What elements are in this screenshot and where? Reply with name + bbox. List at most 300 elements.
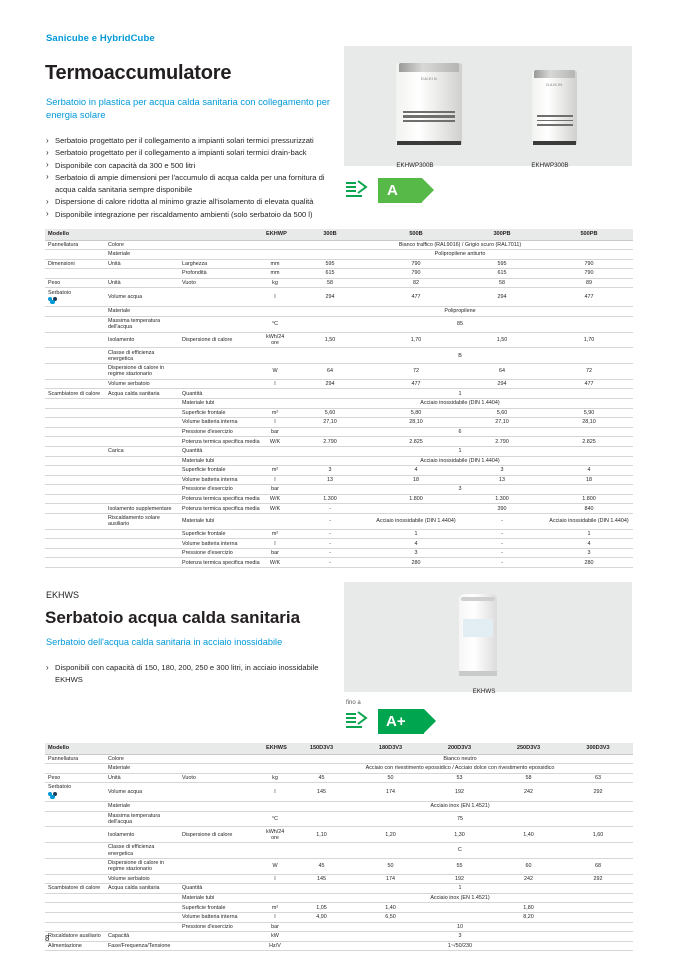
table-row <box>45 364 633 380</box>
table-cell-value: 50 <box>356 773 425 783</box>
table-cell-label: Vuoto <box>179 773 263 783</box>
table-row <box>45 427 633 437</box>
table-cell-label: Materiale <box>105 307 179 317</box>
table-cell-label: Potenza termica specifica media <box>179 504 263 514</box>
table-cell-value: 13 <box>459 475 545 485</box>
table-cell-value: 72 <box>545 364 633 380</box>
table-cell-value: 4,90 <box>287 913 356 923</box>
table-cell-label <box>179 811 263 827</box>
list-item: › Disponibile con capacità da 300 e 500 litri <box>46 160 346 172</box>
table-cell-value <box>373 504 459 514</box>
table-cell-label <box>45 427 105 437</box>
product-photo-ekhws <box>459 594 497 676</box>
table-cell-span: Polipropilene antiurto <box>287 250 633 260</box>
table-cell-value: 2.825 <box>373 437 459 447</box>
table-cell-span: 75 <box>287 811 633 827</box>
table-cell-label <box>45 485 105 495</box>
table-cell-value: 4 <box>545 539 633 549</box>
serbatoio-marker-icon <box>48 791 62 798</box>
table-cell-value: 2.825 <box>545 437 633 447</box>
table-cell-value: 840 <box>545 504 633 514</box>
table-cell-label: mm <box>263 269 287 279</box>
table-cell-value: - <box>287 513 373 529</box>
table-cell-label <box>105 494 179 504</box>
table-cell-value: 1,50 <box>287 332 373 348</box>
table-header-cell: 500PB <box>545 229 633 240</box>
energy-label-2 <box>344 709 464 735</box>
table-cell-value: 595 <box>459 259 545 269</box>
table-cell-value: - <box>459 558 545 568</box>
table-cell-value: 790 <box>373 259 459 269</box>
table-cell-value: 82 <box>373 278 459 288</box>
table-cell-label <box>105 903 179 913</box>
table-row <box>45 250 633 260</box>
table-cell-value: 1,70 <box>373 332 459 348</box>
table-row <box>45 932 633 942</box>
table-cell-label: Classe di efficienza energetica <box>105 843 179 859</box>
table-cell-value: 292 <box>563 874 633 884</box>
table-row <box>45 802 633 812</box>
table-cell-label <box>105 529 179 539</box>
table-cell-value <box>425 903 494 913</box>
list-item: › Disponibili con capacità di 150, 180, 200, 250 e 300 litri, in acciaio inossidabile EKHWS <box>46 662 336 686</box>
table-cell-label <box>105 269 179 279</box>
table-cell-label <box>263 513 287 529</box>
table-header-cell: Modello <box>45 743 105 754</box>
table-row <box>45 843 633 859</box>
table-row <box>45 903 633 913</box>
table-row <box>45 399 633 409</box>
table-cell-label: Volume acqua <box>105 783 179 802</box>
table-cell-span: 6 <box>287 427 633 437</box>
table-cell-label: W <box>263 364 287 380</box>
table-cell-label <box>45 843 105 859</box>
table-cell-value: 58 <box>287 278 373 288</box>
table-header-cell: 300D3V3 <box>563 743 633 754</box>
table-cell-label: Alimentazione <box>45 941 105 951</box>
table-cell-label: Peso <box>45 278 105 288</box>
table-cell-label: Superficie frontale <box>179 903 263 913</box>
table-cell-value: 13 <box>287 475 373 485</box>
energy-class-badge: A+ <box>378 709 424 734</box>
serbatoio-marker-icon <box>48 296 62 303</box>
spec-table-1 <box>45 229 633 568</box>
table-cell-value: 790 <box>373 269 459 279</box>
table-cell-label <box>45 903 105 913</box>
list-item: › Dispersione di calore ridotta al minimo grazie all'isolamento di elevata qualità <box>46 196 346 208</box>
table-cell-label: m² <box>263 466 287 476</box>
page-number: 8 <box>45 934 50 943</box>
table-cell-value <box>563 903 633 913</box>
table-cell-label: W/K <box>263 558 287 568</box>
table-cell-value: 18 <box>373 475 459 485</box>
table-cell-label: Serbatoio <box>45 783 105 802</box>
table-cell-label: Profondità <box>179 269 263 279</box>
table-cell-value: 3 <box>545 548 633 558</box>
table-cell-label <box>179 316 263 332</box>
table-cell-label <box>45 827 105 843</box>
table-cell-value: 790 <box>545 269 633 279</box>
table-row <box>45 504 633 514</box>
table-row <box>45 764 633 774</box>
table-cell-label: Dispersione di calore in regime stazionario <box>105 364 179 380</box>
product-image-panel-1 <box>344 46 632 166</box>
table-cell-label <box>179 288 263 307</box>
table-cell-span: 1 <box>287 389 633 399</box>
table-cell-value: 55 <box>425 858 494 874</box>
table-cell-label: l <box>263 475 287 485</box>
table-header-cell <box>105 229 179 240</box>
table-cell-label <box>179 783 263 802</box>
table-cell-value: 1.300 <box>459 494 545 504</box>
table-cell-value: - <box>459 539 545 549</box>
table-cell-label <box>105 437 179 447</box>
table-cell-value: 4 <box>545 466 633 476</box>
table-row <box>45 475 633 485</box>
table-cell-label <box>45 858 105 874</box>
table-cell-label <box>45 475 105 485</box>
table-cell-label: Unità <box>105 259 179 269</box>
table-cell-label: Isolamento <box>105 827 179 843</box>
table-cell-label: Acqua calda sanitaria <box>105 389 179 399</box>
table-cell-label <box>263 893 287 903</box>
table-cell-label: Massima temperatura dell'acqua <box>105 316 179 332</box>
table-cell-value: 615 <box>459 269 545 279</box>
table-cell-value: - <box>459 513 545 529</box>
table-cell-label: Quantità <box>179 446 263 456</box>
table-cell-label <box>45 332 105 348</box>
table-cell-label <box>45 250 105 260</box>
table-cell-label <box>263 843 287 859</box>
table-cell-label: Dispersione di calore in regime stazionario <box>105 858 179 874</box>
section2-subtitle: Serbatoio dell'acqua calda sanitaria in acciaio inossidabile <box>46 637 283 647</box>
table-cell-label: Unità <box>105 773 179 783</box>
table-cell-label <box>179 858 263 874</box>
table-cell-label: Materiale tubi <box>179 456 263 466</box>
table-cell-value: 8,20 <box>494 913 563 923</box>
table-cell-label <box>45 811 105 827</box>
table-cell-label: Isolamento supplementare <box>105 504 179 514</box>
table-cell-label <box>179 843 263 859</box>
energy-class-badge: A <box>378 178 422 203</box>
table-cell-label <box>105 456 179 466</box>
table-row <box>45 456 633 466</box>
table-cell-label: Superficie frontale <box>179 466 263 476</box>
product-photo-ekhwp300b-left: DAIKIN <box>396 63 462 145</box>
table-cell-value: - <box>287 504 373 514</box>
table-cell-value: 1,30 <box>425 827 494 843</box>
table-cell-label: Dispersione di calore <box>179 827 263 843</box>
table-cell-value: 64 <box>459 364 545 380</box>
table-cell-label <box>179 379 263 389</box>
table-cell-label: W/K <box>263 494 287 504</box>
table-cell-label <box>263 764 287 774</box>
table-cell-value: Acciaio inossidabile (DIN 1.4404) <box>545 513 633 529</box>
table-cell-value: 5,60 <box>287 408 373 418</box>
product-image-panel-2 <box>344 582 632 692</box>
table-cell-label: Acqua calda sanitaria <box>105 884 179 894</box>
table-cell-label <box>263 389 287 399</box>
table-cell-label: Carica <box>105 446 179 456</box>
table-cell-value: 2.790 <box>287 437 373 447</box>
table-cell-label <box>179 802 263 812</box>
section1-title: Termoaccumulatore <box>45 62 232 84</box>
table-cell-value: 615 <box>287 269 373 279</box>
table-cell-value: - <box>287 558 373 568</box>
table-cell-label <box>105 485 179 495</box>
table-cell-label: Peso <box>45 773 105 783</box>
table-cell-label: kg <box>263 278 287 288</box>
table-header-cell <box>105 743 179 754</box>
table-cell-label <box>263 240 287 250</box>
table-cell-label <box>263 348 287 364</box>
table-cell-value: 1,40 <box>494 827 563 843</box>
table-cell-value: 280 <box>545 558 633 568</box>
table-cell-value: 89 <box>545 278 633 288</box>
eu-energy-icon <box>344 179 372 201</box>
table-cell-value: 294 <box>287 288 373 307</box>
table-cell-value: 192 <box>425 783 494 802</box>
table-cell-value: 790 <box>545 259 633 269</box>
table-cell-value: 4 <box>373 466 459 476</box>
table-cell-value: 45 <box>287 858 356 874</box>
table-row <box>45 332 633 348</box>
table-cell-label: l <box>263 783 287 802</box>
table-cell-value: 477 <box>373 379 459 389</box>
table-cell-value: 3 <box>287 466 373 476</box>
table-cell-value: 1,20 <box>356 827 425 843</box>
table-row <box>45 513 633 529</box>
table-cell-value: 477 <box>545 288 633 307</box>
table-cell-label: Fase/Frequenza/Tensione <box>105 941 179 951</box>
table-cell-value: 1.800 <box>373 494 459 504</box>
table-cell-value: 1,05 <box>287 903 356 913</box>
table-row <box>45 773 633 783</box>
table-cell-label <box>45 316 105 332</box>
table-cell-label <box>45 437 105 447</box>
table-cell-label: Pressione d'esercizio <box>179 548 263 558</box>
table-cell-value: 2.790 <box>459 437 545 447</box>
section1-eyebrow: Sanicube e HybridCube <box>46 33 155 44</box>
section1-subtitle: Serbatoio in plastica per acqua calda sanitaria con collegamento per energia solare <box>46 96 331 120</box>
table-cell-value: 174 <box>356 874 425 884</box>
product-caption-right: EKHWP300B <box>531 162 569 169</box>
table-cell-label <box>105 418 179 428</box>
table-cell-label <box>105 913 179 923</box>
table-row <box>45 288 633 307</box>
table-row <box>45 316 633 332</box>
table-cell-label: Capacità <box>105 932 179 942</box>
table-cell-label <box>179 874 263 884</box>
table-cell-label <box>45 307 105 317</box>
table-cell-label <box>45 913 105 923</box>
table-cell-label: Potenza termica specifica media <box>179 558 263 568</box>
table-cell-label: Quantità <box>179 389 263 399</box>
table-cell-label: Superficie frontale <box>179 408 263 418</box>
table-cell-value: 1,80 <box>494 903 563 913</box>
table-cell-value: 5,80 <box>373 408 459 418</box>
table-row <box>45 348 633 364</box>
table-cell-label <box>105 427 179 437</box>
table-cell-label <box>45 513 105 529</box>
table-cell-label <box>45 548 105 558</box>
table-cell-span: 3 <box>287 485 633 495</box>
section2-eyebrow: EKHWS <box>46 590 80 600</box>
table-cell-label: Scambiatore di calore <box>45 884 105 894</box>
table-cell-label <box>179 240 263 250</box>
table-cell-label <box>45 539 105 549</box>
table-row <box>45 446 633 456</box>
table-cell-value: 50 <box>356 858 425 874</box>
table-cell-value: 28,10 <box>373 418 459 428</box>
table-cell-label <box>45 269 105 279</box>
table-cell-label <box>179 932 263 942</box>
table-cell-label: Volume batteria interna <box>179 539 263 549</box>
table-cell-value <box>563 913 633 923</box>
table-cell-value: 68 <box>563 858 633 874</box>
table-cell-label: m² <box>263 529 287 539</box>
table-cell-label: Materiale <box>105 802 179 812</box>
table-cell-value: 1 <box>545 529 633 539</box>
table-cell-label: Volume batteria interna <box>179 913 263 923</box>
table-cell-label: Volume batteria interna <box>179 418 263 428</box>
table-cell-label <box>45 466 105 476</box>
table-cell-value: 242 <box>494 874 563 884</box>
table-cell-value: 1,10 <box>287 827 356 843</box>
table-cell-value: 292 <box>563 783 633 802</box>
table-cell-span: 10 <box>287 922 633 932</box>
energy-label-prefix: fino a <box>346 700 361 706</box>
table-cell-label <box>105 922 179 932</box>
table-cell-label: °C <box>263 811 287 827</box>
table-cell-value: 1,50 <box>459 332 545 348</box>
table-header-cell: EKHWP <box>263 229 287 240</box>
table-cell-label: l <box>263 539 287 549</box>
table-header-cell <box>179 743 263 754</box>
table-cell-label <box>105 408 179 418</box>
section2-title: Serbatoio acqua calda sanitaria <box>45 608 301 627</box>
table-cell-span: 1~/50/230 <box>287 941 633 951</box>
table-cell-label <box>45 364 105 380</box>
table-cell-value: 1,40 <box>356 903 425 913</box>
table-cell-value: - <box>287 529 373 539</box>
list-item: › Disponibile integrazione per riscaldamento ambienti (solo serbatoio da 500 l) <box>46 209 346 221</box>
table-cell-span: Acciaio inossidabile (DIN 1.4404) <box>287 399 633 409</box>
table-cell-value: 45 <box>287 773 356 783</box>
table-cell-value: 28,10 <box>545 418 633 428</box>
table-cell-label <box>179 764 263 774</box>
table-header-row <box>45 229 633 240</box>
table-cell-label: bar <box>263 922 287 932</box>
table-cell-label <box>105 399 179 409</box>
table-cell-value: 477 <box>373 288 459 307</box>
table-cell-label <box>45 802 105 812</box>
table-row <box>45 913 633 923</box>
table-row <box>45 922 633 932</box>
table-cell-span: 85 <box>287 316 633 332</box>
table-cell-label <box>263 802 287 812</box>
table-cell-span: Bianco neutro <box>287 754 633 764</box>
table-cell-value: - <box>287 548 373 558</box>
table-cell-label <box>45 494 105 504</box>
table-cell-label <box>45 418 105 428</box>
table-cell-label: kW <box>263 932 287 942</box>
table-header-cell: EKHWS <box>263 743 287 754</box>
table-cell-label: Volume batteria interna <box>179 475 263 485</box>
table-row <box>45 858 633 874</box>
table-cell-label: Classe di efficienza energetica <box>105 348 179 364</box>
table-cell-label: Vuoto <box>179 278 263 288</box>
table-cell-label <box>263 399 287 409</box>
table-cell-label: °C <box>263 316 287 332</box>
table-cell-value: 64 <box>287 364 373 380</box>
table-cell-label: Pressione d'esercizio <box>179 427 263 437</box>
table-cell-value: 192 <box>425 874 494 884</box>
table-header-cell: 500B <box>373 229 459 240</box>
table-cell-label <box>45 558 105 568</box>
table-header-cell: 300B <box>287 229 373 240</box>
table-cell-label: Volume serbatoio <box>105 874 179 884</box>
table-cell-span: 3 <box>287 932 633 942</box>
table-cell-value: 53 <box>425 773 494 783</box>
table-cell-label: W/K <box>263 437 287 447</box>
list-item: › Serbatoio di ampie dimensioni per l'accumulo di acqua calda per una fornitura di acqua calda sanitaria sempre disponibile <box>46 172 346 197</box>
table-header-cell: 300PB <box>459 229 545 240</box>
table-cell-label: m² <box>263 408 287 418</box>
table-cell-value: 477 <box>545 379 633 389</box>
table-cell-label: Potenza termica specifica media <box>179 437 263 447</box>
table-cell-value: 27,10 <box>459 418 545 428</box>
table-cell-span: C <box>287 843 633 859</box>
table-cell-label <box>45 348 105 364</box>
table-row <box>45 259 633 269</box>
table-cell-span: Acciaio con rivestimento epossidico / Acciaio dolce con rivestimento epossidico <box>287 764 633 774</box>
table-cell-label <box>45 408 105 418</box>
table-row <box>45 437 633 447</box>
table-cell-label: Materiale tubi <box>179 893 263 903</box>
table-cell-label: Scambiatore di calore <box>45 389 105 399</box>
table-cell-value: 294 <box>459 288 545 307</box>
table-cell-value: 1 <box>373 529 459 539</box>
table-cell-label: l <box>263 288 287 307</box>
table-cell-label <box>45 529 105 539</box>
table-cell-value: 58 <box>459 278 545 288</box>
table-cell-value: 174 <box>356 783 425 802</box>
table-row <box>45 269 633 279</box>
table-cell-value: 6,50 <box>356 913 425 923</box>
energy-label-1 <box>344 178 464 204</box>
table-cell-label: Pannellatura <box>45 240 105 250</box>
table-cell-label: Volume acqua <box>105 288 179 307</box>
table-cell-label: Dimensioni <box>45 259 105 269</box>
table-cell-label: Massima temperatura dell'acqua <box>105 811 179 827</box>
table-cell-label: Pannellatura <box>45 754 105 764</box>
table-header-cell: 150D3V3 <box>287 743 356 754</box>
table-cell-label <box>45 893 105 903</box>
table-cell-span: 1 <box>287 446 633 456</box>
table-cell-label <box>45 764 105 774</box>
table-cell-value: 1,60 <box>563 827 633 843</box>
table-row <box>45 379 633 389</box>
table-cell-value: Acciaio inossidabile (DIN 1.4404) <box>373 513 459 529</box>
list-item: › Serbatoio progettato per il collegamento a impianti solari termici pressurizzati <box>46 135 346 147</box>
section2-bullets <box>46 662 336 686</box>
table-cell-label: bar <box>263 485 287 495</box>
table-cell-label: Serbatoio <box>45 288 105 307</box>
table-cell-span: Acciaio inox (EN 1.4521) <box>287 893 633 903</box>
table-cell-label: Colore <box>105 754 179 764</box>
table-cell-span: 1 <box>287 884 633 894</box>
